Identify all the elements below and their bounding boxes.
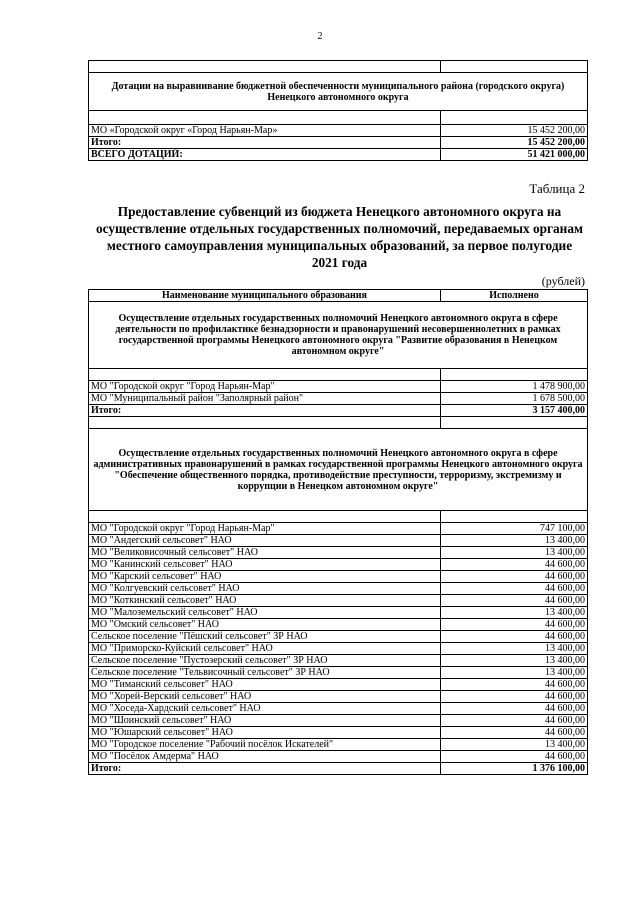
subvention-table (88, 289, 588, 775)
total-row (89, 763, 588, 775)
table-row (89, 381, 588, 393)
row-name: МО «Городской округ «Город Нарьян-Мар» (89, 125, 441, 137)
row-value: 44 600,00 (441, 751, 588, 763)
row-name: МО "Шоинский сельсовет" НАО (89, 715, 441, 727)
row-value: 13 400,00 (441, 535, 588, 547)
row-name: Сельское поселение "Пустозерский сельсовет" ЗР НАО (89, 655, 441, 667)
table-row (89, 667, 588, 679)
row-name: МО "Коткинский сельсовет" НАО (89, 595, 441, 607)
table-row (89, 739, 588, 751)
table-row (89, 535, 588, 547)
table-row-empty (89, 511, 588, 523)
row-value: 44 600,00 (441, 583, 588, 595)
empty-cell (89, 61, 441, 73)
row-value: 13 400,00 (441, 643, 588, 655)
empty-cell (441, 417, 588, 429)
table-row-empty (89, 417, 588, 429)
empty-cell (441, 369, 588, 381)
subsidy-table (88, 60, 588, 161)
row-name: МО "Юшарский сельсовет" НАО (89, 727, 441, 739)
row-name: МО "Хорей-Верский сельсовет" НАО (89, 691, 441, 703)
empty-cell (441, 61, 588, 73)
grand-total-row (89, 149, 588, 161)
row-name: МО "Тиманский сельсовет" НАО (89, 679, 441, 691)
row-name: МО "Омский сельсовет" НАО (89, 619, 441, 631)
table-label: Таблица 2 (529, 181, 585, 196)
row-value: 44 600,00 (441, 691, 588, 703)
row-name: МО "Посёлок Амдерма" НАО (89, 751, 441, 763)
row-value: 13 400,00 (441, 739, 588, 751)
total-label: Итого: (89, 405, 441, 417)
table-row (89, 393, 588, 405)
row-name: МО "Колгуевский сельсовет" НАО (89, 583, 441, 595)
row-value: 44 600,00 (441, 571, 588, 583)
total-label: Итого: (89, 137, 441, 149)
table1-section-title: Дотации на выравнивание бюджетной обеспеченности муниципального района (городского округа) Ненецкого автономного округа (89, 73, 588, 111)
total-row (89, 405, 588, 417)
table-row-empty (89, 111, 588, 125)
row-value: 13 400,00 (441, 655, 588, 667)
total-value: 1 376 100,00 (441, 763, 588, 775)
row-name: МО "Хоседа-Хардский сельсовет" НАО (89, 703, 441, 715)
empty-cell (441, 111, 588, 125)
table-row (89, 655, 588, 667)
empty-cell (89, 111, 441, 125)
row-name: Сельское поселение "Тельвисочный сельсовет" ЗР НАО (89, 667, 441, 679)
table-row (89, 715, 588, 727)
table-row (89, 571, 588, 583)
row-value: 13 400,00 (441, 667, 588, 679)
table-row (89, 523, 588, 535)
row-name: МО "Муниципальный район "Заполярный район" (89, 393, 441, 405)
page-number: 2 (317, 31, 323, 42)
row-name: МО "Малоземельский сельсовет" НАО (89, 607, 441, 619)
table-row (89, 703, 588, 715)
table-row (89, 727, 588, 739)
row-name: МО "Великовисочный сельсовет" НАО (89, 547, 441, 559)
row-name: МО "Городской округ "Город Нарьян-Мар" (89, 381, 441, 393)
row-name: МО "Городское поселение "Рабочий посёлок Искателей" (89, 739, 441, 751)
row-name: МО "Карский сельсовет" НАО (89, 571, 441, 583)
row-value: 44 600,00 (441, 559, 588, 571)
total-value: 3 157 400,00 (441, 405, 588, 417)
empty-cell (441, 511, 588, 523)
row-value: 747 100,00 (441, 523, 588, 535)
row-name: МО "Городской округ "Город Нарьян-Мар" (89, 523, 441, 535)
total-value: 15 452 200,00 (441, 137, 588, 149)
table-row (89, 643, 588, 655)
grand-total-value: 51 421 000,00 (441, 149, 588, 161)
row-value: 1 678 500,00 (441, 393, 588, 405)
row-name: МО "Приморско-Куйский сельсовет" НАО (89, 643, 441, 655)
total-row (89, 137, 588, 149)
table-row (89, 559, 588, 571)
row-value: 44 600,00 (441, 631, 588, 643)
row-name: МО "Андегский сельсовет" НАО (89, 535, 441, 547)
row-name: Сельское поселение "Пёшский сельсовет" ЗР НАО (89, 631, 441, 643)
total-label: Итого: (89, 763, 441, 775)
row-value: 44 600,00 (441, 595, 588, 607)
row-value: 44 600,00 (441, 619, 588, 631)
table-row (89, 607, 588, 619)
header-name: Наименование муниципального образования (89, 290, 441, 302)
table-row (89, 691, 588, 703)
table-row (89, 679, 588, 691)
table-row-empty-top (89, 61, 588, 73)
table-section-row (89, 73, 588, 111)
row-value: 13 400,00 (441, 607, 588, 619)
section1-title: Осуществление отдельных государственных полномочий Ненецкого автономного округа в сфере деятельности по профилактике безнадзорности и правонарушений несовершеннолетних в рамках государственной программы Ненецкого автономного округа "Развитие образования в Ненецком автономном округе" (89, 302, 588, 369)
empty-cell (89, 369, 441, 381)
table-row (89, 583, 588, 595)
row-value: 44 600,00 (441, 703, 588, 715)
row-value: 44 600,00 (441, 715, 588, 727)
table-section-row (89, 429, 588, 511)
table-row (89, 751, 588, 763)
row-value: 1 478 900,00 (441, 381, 588, 393)
table-row (89, 547, 588, 559)
empty-cell (89, 417, 441, 429)
table-row (89, 595, 588, 607)
table-row (89, 619, 588, 631)
row-value: 13 400,00 (441, 547, 588, 559)
row-name: МО "Канинский сельсовет" НАО (89, 559, 441, 571)
row-value: 44 600,00 (441, 727, 588, 739)
header-row (89, 290, 588, 302)
table-section-row (89, 302, 588, 369)
grand-total-label: ВСЕГО ДОТАЦИЙ: (89, 149, 441, 161)
table-row (89, 125, 588, 137)
units-label: (рублей) (541, 274, 585, 288)
header-value: Исполнено (441, 290, 588, 302)
table-row (89, 631, 588, 643)
row-value: 15 452 200,00 (441, 125, 588, 137)
row-value: 44 600,00 (441, 679, 588, 691)
empty-cell (89, 511, 441, 523)
table-row-empty (89, 369, 588, 381)
section2-title: Осуществление отдельных государственных полномочий Ненецкого автономного округа в сфере административных правонарушений в рамках государственной программы Ненецкого автономного округа "Обеспечение общественного порядка, противодействие преступности, терроризму, экстремизму и коррупции в Ненецком автономном округе" (89, 429, 588, 511)
table-title: Предоставление субвенций из бюджета Ненецкого автономного округа на осуществление отдельных государственных полномочий, передаваемых органам местного самоуправления муниципальных образований, за первое полугодие 2021 года (95, 204, 584, 270)
